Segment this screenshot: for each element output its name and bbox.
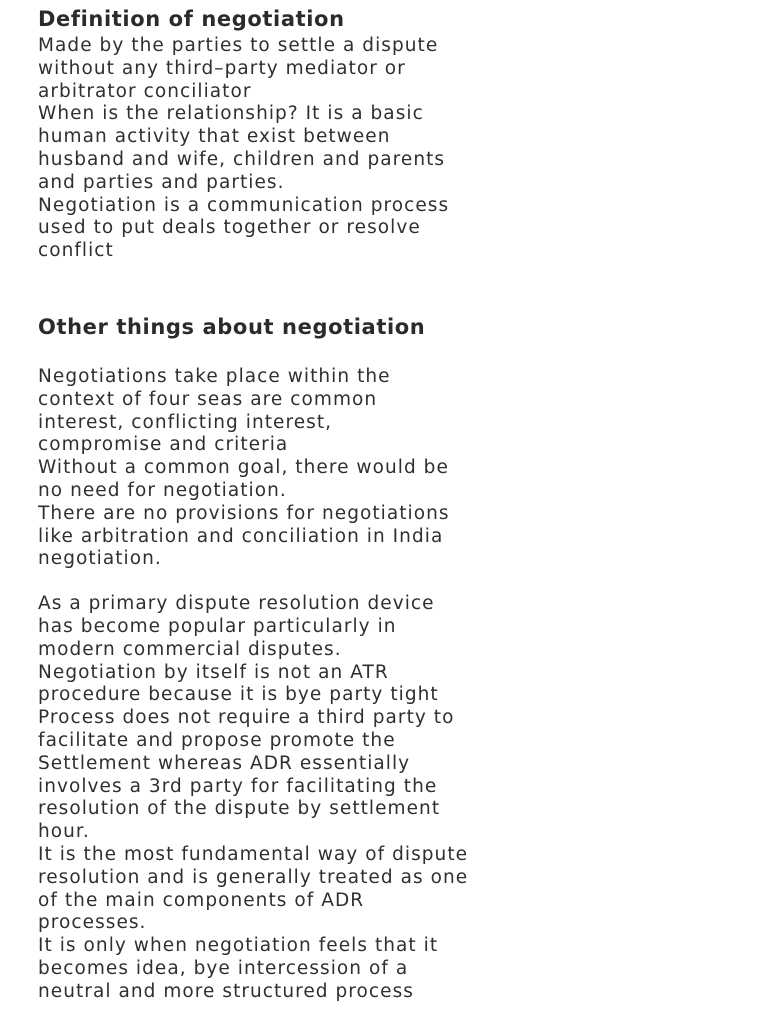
section-heading-definition: Definition of negotiation [38, 7, 345, 31]
adr-paragraph: As a primary dispute resolution device has become popular particularly in modern commercial disputes. Negotiation by itself is not an ATR procedure because it is bye party tight Process does not require a third party to facilitate and propose promote the Settlement whereas ADR essentially involves a 3rd party for facilitating the resolution of the dispute by settlement hour. It is the most fundamental way of dispute resolution and is generally treated as one of the main components of ADR processes. It is only when negotiation feels that it becomes idea, bye intercession of a neutral and more structured process [38, 593, 469, 1002]
context-paragraph: Negotiations take place within the context of four seas are common interest, conflicting interest, compromise and criteria Without a common goal, there would be no need for negotiation. There are no provisions for negotiations like arbitration and conciliation in India negotiation. [38, 365, 450, 570]
document-page [38, 4, 758, 1003]
definition-paragraph: Made by the parties to settle a dispute without any third–party mediator or arbitrator conciliator When is the relationship? It is a basic human activity that exist between husband and wife, children and parents and parties and parties. Negotiation is a communication process used to put deals together or resolve conflict [38, 35, 450, 262]
section-heading-other-things: Other things about negotiation [38, 314, 426, 339]
